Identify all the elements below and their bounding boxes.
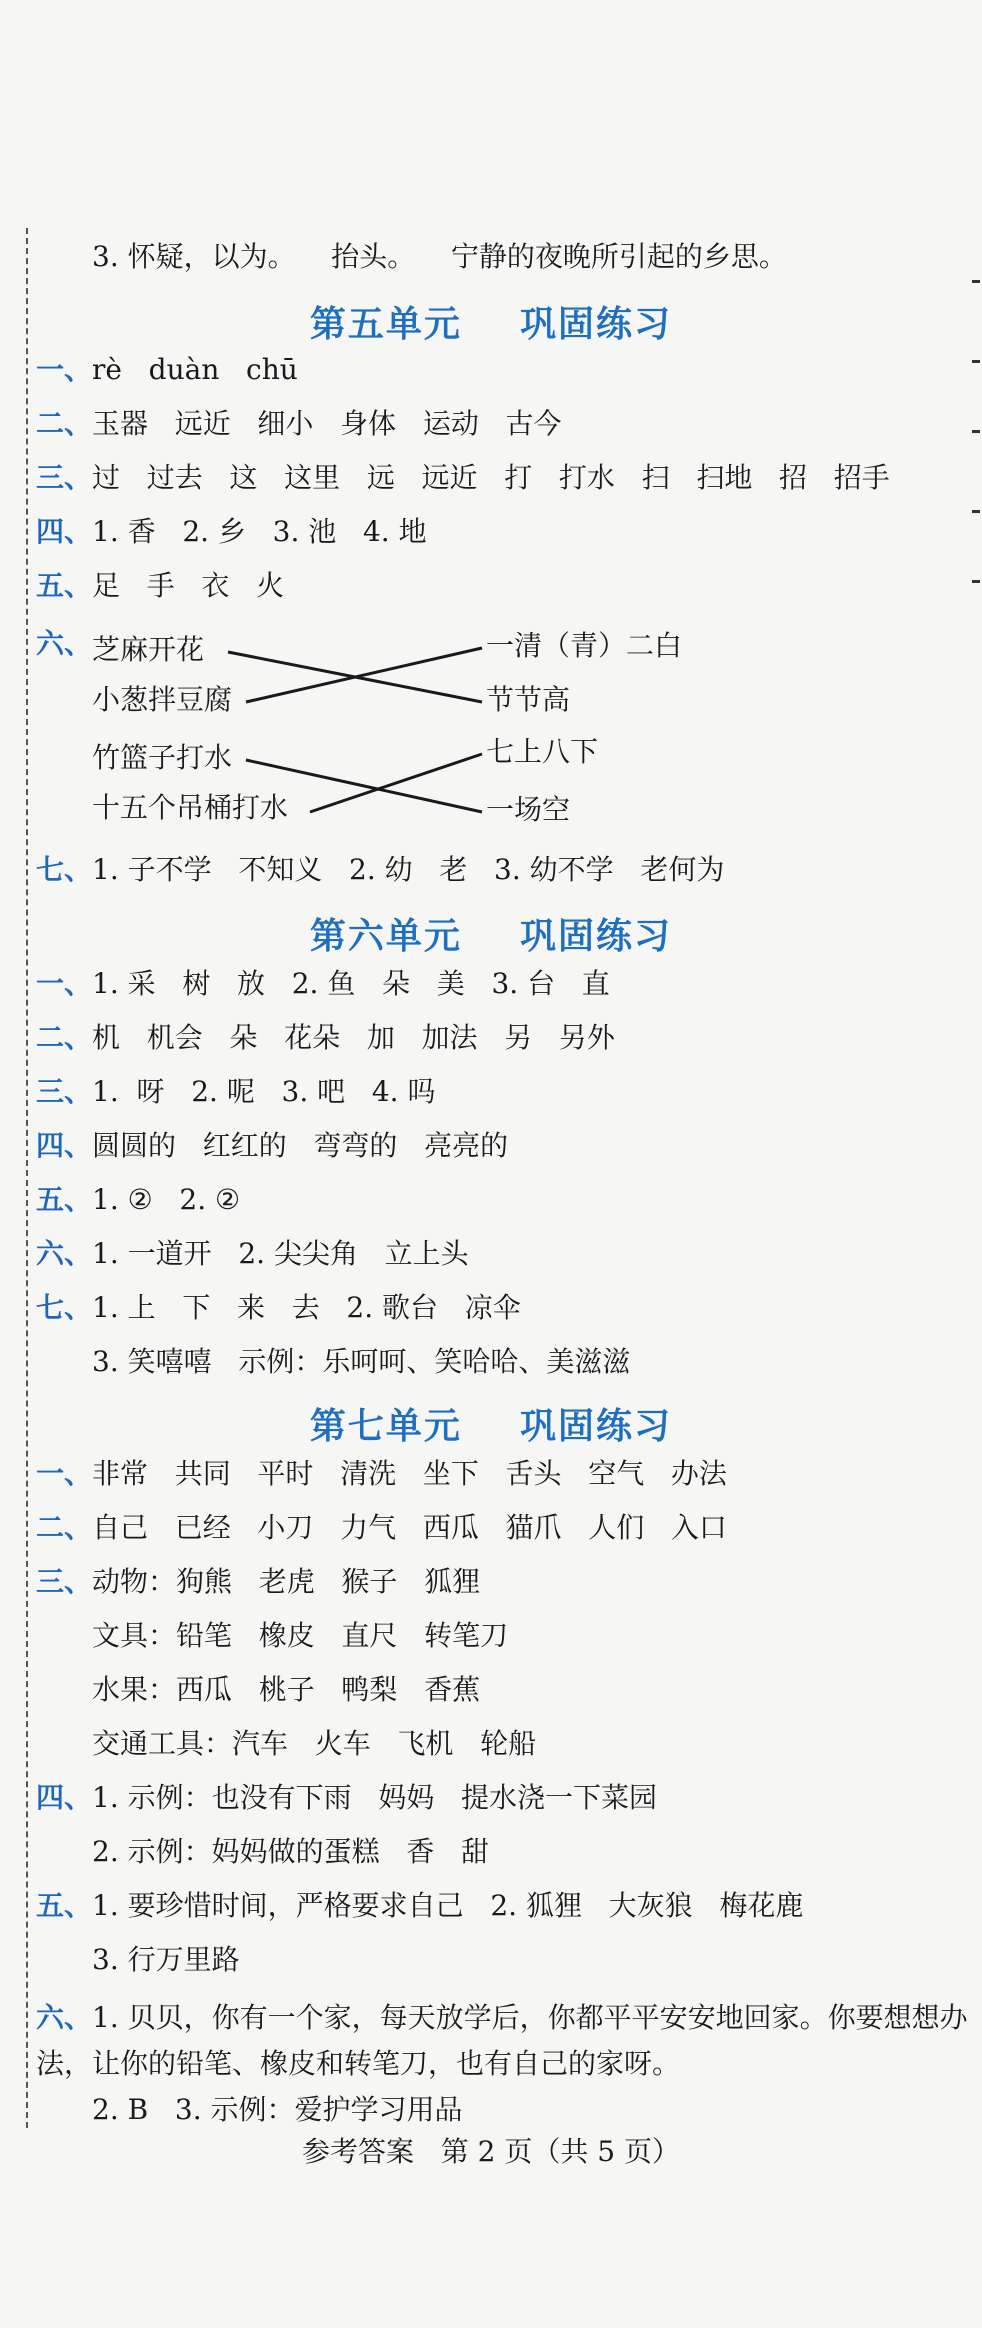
q-number: 七、 [36, 1291, 93, 1324]
u7-q3-transport: 交通工具：汽车 火车 飞机 轮船 [92, 1727, 537, 1760]
q-number: 一、 [36, 1457, 93, 1490]
u6-q5 [36, 1183, 241, 1216]
q-number: 三、 [36, 1075, 93, 1108]
q-answer: 机 机会 朵 花朵 加 加法 另 另外 [92, 1021, 615, 1054]
q-answer: 圆圆的 红红的 弯弯的 亮亮的 [92, 1129, 509, 1162]
u7-q6-parts: 2. B 3. 示例：爱护学习用品 [92, 2093, 463, 2126]
match-right-2: 节节高 [486, 683, 571, 716]
q-number: 一、 [36, 353, 93, 386]
u6-q3 [36, 1075, 436, 1108]
q-answer: 1. 要珍惜时间，严格要求自己 2. 狐狸 大灰狼 梅花鹿 [92, 1889, 804, 1922]
q-number: 七、 [36, 853, 93, 886]
q-answer: 1. 呀 2. 呢 3. 吧 4. 吗 [92, 1075, 436, 1108]
match-left-1: 芝麻开花 [92, 633, 205, 666]
q-number: 六、 [36, 1237, 93, 1270]
u7-q3-fruit: 水果：西瓜 桃子 鸭梨 香蕉 [92, 1673, 481, 1706]
u7-q4-part2: 2. 示例：妈妈做的蛋糕 香 甜 [92, 1835, 490, 1868]
match-left-3: 竹篮子打水 [92, 741, 233, 774]
q-number: 五、 [36, 1183, 93, 1216]
u7-q4 [36, 1781, 658, 1814]
q-answer: 1. 子不学 不知义 2. 幼 老 3. 幼不学 老何为 [92, 853, 725, 886]
q-answer: 1. 一道开 2. 尖尖角 立上头 [92, 1237, 469, 1270]
match-right-1: 一清（青）二白 [486, 629, 683, 662]
q-number: 四、 [36, 1781, 93, 1814]
u7-q2 [36, 1511, 727, 1544]
u7-q5-part3: 3. 行万里路 [92, 1943, 240, 1976]
q-number: 二、 [36, 1021, 93, 1054]
u7-q3 [36, 1565, 481, 1598]
q-answer: 动物：狗熊 老虎 猴子 狐狸 [92, 1565, 481, 1598]
u6-q7-part3: 3. 笑嘻嘻 示例：乐呵呵、笑哈哈、美滋滋 [92, 1345, 631, 1378]
u7-q6-continued: 法，让你的铅笔、橡皮和转笔刀，也有自己的家呀。 [36, 2047, 681, 2080]
q-answer: 1. 示例：也没有下雨 妈妈 提水浇一下菜园 [92, 1781, 658, 1814]
u6-q1 [36, 967, 610, 1000]
q-answer: 玉器 远近 细小 身体 运动 古今 [92, 407, 562, 440]
u7-q5 [36, 1889, 804, 1922]
match-line-3 [246, 760, 482, 812]
unit6-title: 第六单元 巩固练习 [309, 915, 673, 957]
q-number: 一、 [36, 967, 93, 1000]
u6-q2 [36, 1021, 615, 1054]
unit5-title: 第五单元 巩固练习 [309, 303, 673, 345]
u7-q3-stationery: 文具：铅笔 橡皮 直尺 转笔刀 [92, 1619, 509, 1652]
match-line-4 [310, 754, 482, 812]
q-answer: 1. 采 树 放 2. 鱼 朵 美 3. 台 直 [92, 967, 610, 1000]
q-number: 五、 [36, 569, 93, 602]
q-answer: 自己 已经 小刀 力气 西瓜 猫爪 人们 入口 [92, 1511, 727, 1544]
match-left-2: 小葱拌豆腐 [92, 683, 233, 716]
q-answer: 过 过去 这 这里 远 远近 打 打水 扫 扫地 招 招手 [92, 461, 890, 494]
match-right-4: 一场空 [486, 793, 571, 826]
q-number: 三、 [36, 461, 93, 494]
q-number: 五、 [36, 1889, 93, 1922]
q-number: 四、 [36, 1129, 93, 1162]
q-number: 二、 [36, 407, 93, 440]
q-answer: 1. 香 2. 乡 3. 池 4. 地 [92, 515, 427, 548]
top-answer-line: 3. 怀疑，以为。 抬头。 宁静的夜晚所引起的乡思。 [92, 240, 787, 273]
q-answer: 1. ② 2. ② [92, 1183, 241, 1216]
matching-lines [0, 0, 982, 900]
q-answer: 1. 上 下 来 去 2. 歌台 凉伞 [92, 1291, 521, 1324]
q-number: 二、 [36, 1511, 93, 1544]
q-number: 三、 [36, 1565, 93, 1598]
u6-q6 [36, 1237, 469, 1270]
u6-q4 [36, 1129, 509, 1162]
q-number: 六、 [36, 2001, 93, 2034]
q-answer: 1. 贝贝，你有一个家，每天放学后，你都平平安安地回家。你要想想办 [92, 2001, 968, 2034]
page-footer: 参考答案 第 2 页（共 5 页） [302, 2135, 680, 2168]
q-answer: 非常 共同 平时 清洗 坐下 舌头 空气 办法 [92, 1457, 727, 1490]
q-number: 六、 [36, 627, 93, 660]
u5-q7 [36, 853, 725, 886]
u7-q6 [36, 2001, 968, 2034]
unit7-title: 第七单元 巩固练习 [309, 1405, 673, 1447]
match-left-4: 十五个吊桶打水 [92, 791, 289, 824]
u6-q7 [36, 1291, 521, 1324]
match-right-3: 七上八下 [486, 735, 599, 768]
u7-q1 [36, 1457, 727, 1490]
q-number: 四、 [36, 515, 93, 548]
q-answer: rè duàn chū [92, 353, 298, 386]
q-answer: 足 手 衣 火 [92, 569, 285, 602]
